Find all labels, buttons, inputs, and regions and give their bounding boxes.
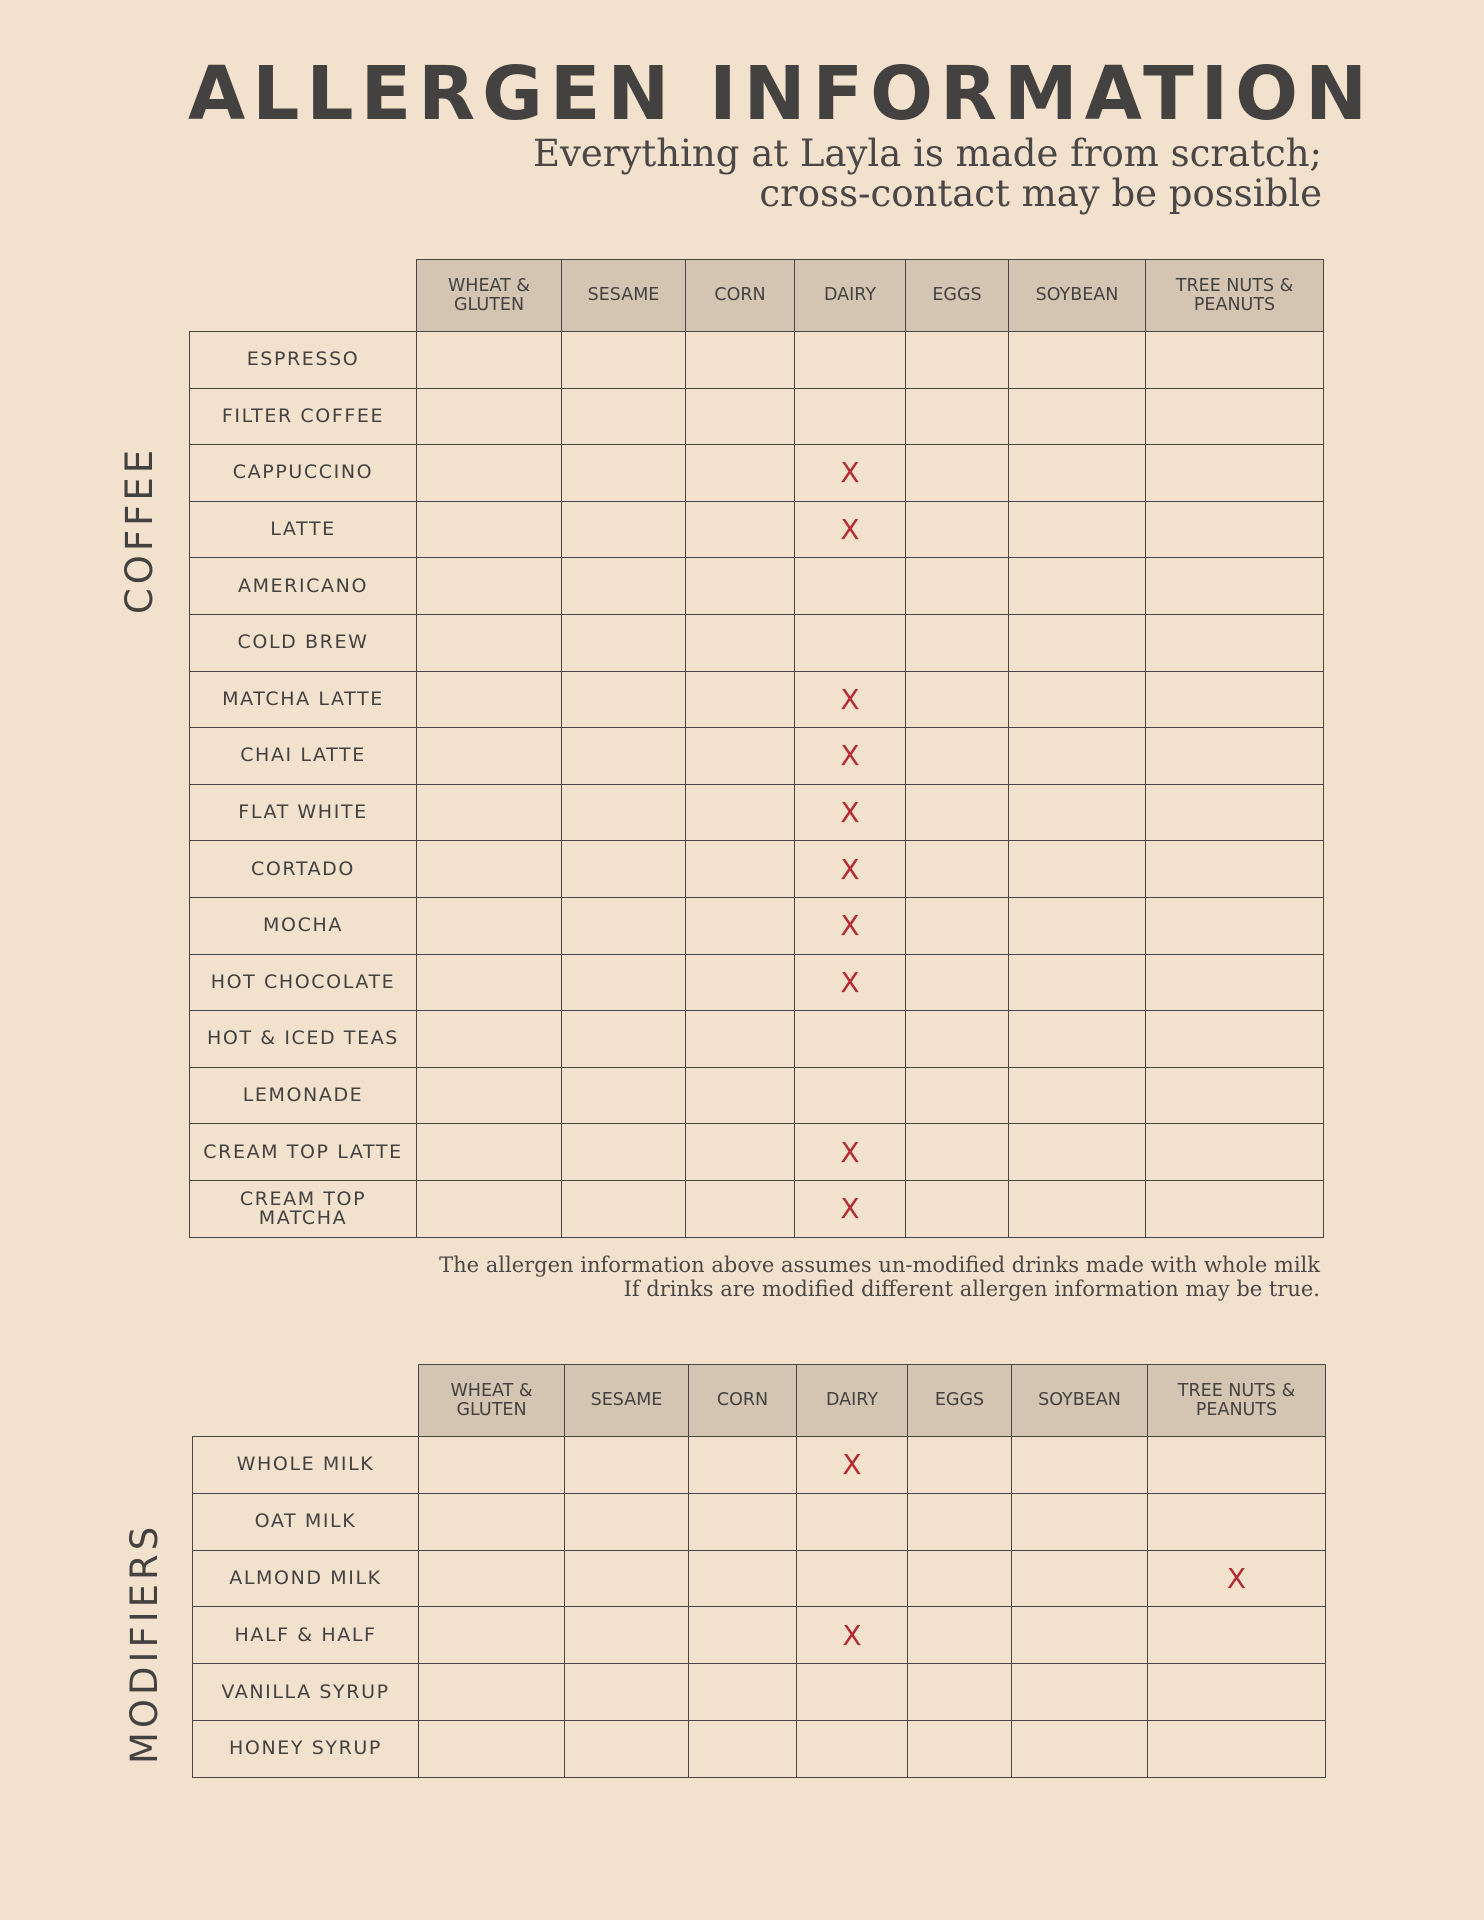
subtitle-line-2: cross-contact may be possible bbox=[759, 172, 1322, 215]
allergen-cell bbox=[417, 1124, 562, 1181]
allergen-cell bbox=[1009, 728, 1146, 785]
modification-note bbox=[220, 1253, 1320, 1301]
allergen-cell bbox=[689, 1664, 797, 1721]
allergen-cell bbox=[417, 388, 562, 445]
row-label-cream-top-latte: CREAM TOP LATTE bbox=[190, 1124, 417, 1181]
allergen-cell bbox=[417, 728, 562, 785]
row-label-matcha-latte: MATCHA LATTE bbox=[190, 671, 417, 728]
row-label-filter-coffee: FILTER COFFEE bbox=[190, 388, 417, 445]
allergen-cell bbox=[686, 1124, 795, 1181]
allergen-cell bbox=[417, 954, 562, 1011]
allergen-cell bbox=[686, 671, 795, 728]
column-header-wheat-and-gluten: WHEAT & GLUTEN bbox=[417, 260, 562, 332]
allergen-cell bbox=[562, 501, 686, 558]
allergen-cell bbox=[1012, 1607, 1148, 1664]
column-header-eggs: EGGS bbox=[908, 1365, 1012, 1437]
allergen-cell bbox=[686, 1067, 795, 1124]
allergen-cell bbox=[562, 1180, 686, 1237]
column-header-eggs: EGGS bbox=[906, 260, 1009, 332]
allergen-cell bbox=[417, 1011, 562, 1068]
allergen-cell bbox=[419, 1437, 565, 1494]
allergen-cell bbox=[417, 897, 562, 954]
allergen-mark: X bbox=[795, 1180, 906, 1237]
allergen-mark: X bbox=[795, 954, 906, 1011]
table-row bbox=[190, 445, 1324, 502]
allergen-cell bbox=[795, 1011, 906, 1068]
allergen-cell bbox=[906, 332, 1009, 389]
allergen-cell bbox=[1146, 671, 1324, 728]
allergen-cell bbox=[906, 1067, 1009, 1124]
allergen-cell bbox=[906, 841, 1009, 898]
allergen-cell bbox=[1009, 558, 1146, 615]
table-row bbox=[190, 1011, 1324, 1068]
column-header-dairy: DAIRY bbox=[795, 260, 906, 332]
allergen-cell bbox=[689, 1607, 797, 1664]
allergen-cell bbox=[1012, 1493, 1148, 1550]
allergen-cell bbox=[689, 1720, 797, 1777]
allergen-cell bbox=[419, 1550, 565, 1607]
subtitle-line-1: Everything at Layla is made from scratch; bbox=[533, 132, 1322, 175]
allergen-cell bbox=[562, 332, 686, 389]
allergen-cell bbox=[562, 671, 686, 728]
table-row bbox=[190, 784, 1324, 841]
allergen-cell bbox=[562, 728, 686, 785]
allergen-cell bbox=[689, 1493, 797, 1550]
table-row bbox=[190, 558, 1324, 615]
row-label-vanilla-syrup: VANILLA SYRUP bbox=[193, 1664, 419, 1721]
table-row bbox=[193, 1550, 1326, 1607]
allergen-cell bbox=[906, 445, 1009, 502]
allergen-cell bbox=[417, 1180, 562, 1237]
row-label-chai-latte: CHAI LATTE bbox=[190, 728, 417, 785]
allergen-cell bbox=[1009, 614, 1146, 671]
table-row bbox=[190, 671, 1324, 728]
allergen-cell bbox=[686, 954, 795, 1011]
allergen-cell bbox=[1009, 1180, 1146, 1237]
header-corner bbox=[190, 260, 417, 332]
allergen-mark: X bbox=[795, 671, 906, 728]
allergen-cell bbox=[1009, 445, 1146, 502]
allergen-cell bbox=[908, 1550, 1012, 1607]
allergen-cell bbox=[417, 841, 562, 898]
table-row bbox=[190, 841, 1324, 898]
allergen-cell bbox=[1009, 841, 1146, 898]
allergen-cell bbox=[1012, 1437, 1148, 1494]
row-label-oat-milk: OAT MILK bbox=[193, 1493, 419, 1550]
row-label-cortado: CORTADO bbox=[190, 841, 417, 898]
table-row bbox=[193, 1720, 1326, 1777]
allergen-cell bbox=[1146, 1124, 1324, 1181]
allergen-cell bbox=[565, 1607, 689, 1664]
column-header-tree-nuts-and-peanuts: TREE NUTS & PEANUTS bbox=[1146, 260, 1324, 332]
modifiers-allergen-table bbox=[192, 1364, 1326, 1778]
allergen-cell bbox=[562, 841, 686, 898]
allergen-cell bbox=[1146, 841, 1324, 898]
modifiers-section-label: MODIFIERS bbox=[123, 1522, 166, 1764]
column-header-soybean: SOYBEAN bbox=[1012, 1365, 1148, 1437]
allergen-cell bbox=[1148, 1437, 1326, 1494]
table-row bbox=[190, 728, 1324, 785]
row-label-americano: AMERICANO bbox=[190, 558, 417, 615]
allergen-cell bbox=[417, 445, 562, 502]
allergen-cell bbox=[1009, 1067, 1146, 1124]
allergen-mark: X bbox=[797, 1437, 908, 1494]
allergen-cell bbox=[795, 388, 906, 445]
row-label-honey-syrup: HONEY SYRUP bbox=[193, 1720, 419, 1777]
allergen-cell bbox=[906, 1011, 1009, 1068]
allergen-mark: X bbox=[795, 784, 906, 841]
allergen-cell bbox=[686, 1011, 795, 1068]
allergen-cell bbox=[417, 614, 562, 671]
allergen-cell bbox=[908, 1437, 1012, 1494]
allergen-cell bbox=[908, 1720, 1012, 1777]
allergen-cell bbox=[686, 1180, 795, 1237]
allergen-cell bbox=[906, 954, 1009, 1011]
allergen-cell bbox=[417, 332, 562, 389]
row-label-cold-brew: COLD BREW bbox=[190, 614, 417, 671]
allergen-cell bbox=[1146, 445, 1324, 502]
allergen-cell bbox=[1012, 1664, 1148, 1721]
row-label-cappuccino: CAPPUCCINO bbox=[190, 445, 417, 502]
allergen-cell bbox=[1146, 501, 1324, 558]
allergen-cell bbox=[1009, 897, 1146, 954]
allergen-mark: X bbox=[795, 445, 906, 502]
allergen-cell bbox=[562, 954, 686, 1011]
allergen-mark: X bbox=[1148, 1550, 1326, 1607]
allergen-cell bbox=[795, 558, 906, 615]
allergen-mark: X bbox=[795, 501, 906, 558]
allergen-cell bbox=[1009, 1124, 1146, 1181]
allergen-cell bbox=[419, 1720, 565, 1777]
coffee-allergen-table bbox=[189, 259, 1324, 1238]
table-row bbox=[193, 1437, 1326, 1494]
allergen-cell bbox=[1148, 1664, 1326, 1721]
allergen-cell bbox=[686, 728, 795, 785]
allergen-cell bbox=[419, 1607, 565, 1664]
column-header-sesame: SESAME bbox=[565, 1365, 689, 1437]
allergen-cell bbox=[1146, 1011, 1324, 1068]
column-header-wheat-and-gluten: WHEAT & GLUTEN bbox=[419, 1365, 565, 1437]
allergen-cell bbox=[1148, 1607, 1326, 1664]
table-row bbox=[193, 1607, 1326, 1664]
table-row bbox=[190, 501, 1324, 558]
allergen-cell bbox=[419, 1493, 565, 1550]
row-label-flat-white: FLAT WHITE bbox=[190, 784, 417, 841]
allergen-cell bbox=[908, 1664, 1012, 1721]
allergen-cell bbox=[1009, 1011, 1146, 1068]
allergen-cell bbox=[1012, 1550, 1148, 1607]
allergen-cell bbox=[906, 671, 1009, 728]
allergen-cell bbox=[906, 388, 1009, 445]
row-label-cream-top-matcha: CREAM TOP MATCHA bbox=[190, 1180, 417, 1237]
coffee-section-label: COFFEE bbox=[118, 445, 161, 615]
allergen-cell bbox=[686, 841, 795, 898]
row-label-lemonade: LEMONADE bbox=[190, 1067, 417, 1124]
allergen-cell bbox=[1146, 388, 1324, 445]
row-label-latte: LATTE bbox=[190, 501, 417, 558]
table-row bbox=[190, 332, 1324, 389]
allergen-cell bbox=[686, 445, 795, 502]
allergen-cell bbox=[797, 1550, 908, 1607]
allergen-cell bbox=[686, 332, 795, 389]
allergen-cell bbox=[1146, 897, 1324, 954]
allergen-cell bbox=[906, 897, 1009, 954]
allergen-cell bbox=[906, 614, 1009, 671]
row-label-mocha: MOCHA bbox=[190, 897, 417, 954]
column-header-soybean: SOYBEAN bbox=[1009, 260, 1146, 332]
allergen-cell bbox=[686, 897, 795, 954]
allergen-cell bbox=[1146, 1180, 1324, 1237]
allergen-mark: X bbox=[797, 1607, 908, 1664]
allergen-cell bbox=[1146, 1067, 1324, 1124]
note-line-2: If drinks are modified different allergen information may be true. bbox=[623, 1277, 1320, 1301]
allergen-cell bbox=[1009, 501, 1146, 558]
allergen-cell bbox=[417, 558, 562, 615]
allergen-cell bbox=[795, 1067, 906, 1124]
allergen-cell bbox=[797, 1493, 908, 1550]
allergen-cell bbox=[1146, 784, 1324, 841]
allergen-mark: X bbox=[795, 1124, 906, 1181]
row-label-whole-milk: WHOLE MILK bbox=[193, 1437, 419, 1494]
allergen-cell bbox=[417, 1067, 562, 1124]
allergen-cell bbox=[686, 501, 795, 558]
table-row bbox=[190, 954, 1324, 1011]
allergen-cell bbox=[906, 784, 1009, 841]
allergen-cell bbox=[1146, 332, 1324, 389]
allergen-cell bbox=[1146, 558, 1324, 615]
allergen-cell bbox=[417, 501, 562, 558]
allergen-cell bbox=[1009, 388, 1146, 445]
table-row bbox=[190, 388, 1324, 445]
allergen-cell bbox=[1009, 671, 1146, 728]
allergen-cell bbox=[689, 1437, 797, 1494]
table-row bbox=[190, 1180, 1324, 1237]
allergen-cell bbox=[686, 784, 795, 841]
allergen-cell bbox=[565, 1437, 689, 1494]
allergen-cell bbox=[419, 1664, 565, 1721]
allergen-cell bbox=[908, 1607, 1012, 1664]
allergen-cell bbox=[565, 1493, 689, 1550]
subtitle bbox=[422, 134, 1322, 214]
allergen-mark: X bbox=[795, 841, 906, 898]
allergen-cell bbox=[417, 784, 562, 841]
coffee-table-header bbox=[190, 260, 1324, 332]
header-row bbox=[190, 260, 1324, 332]
allergen-cell bbox=[1009, 784, 1146, 841]
row-label-half-and-half: HALF & HALF bbox=[193, 1607, 419, 1664]
row-label-espresso: ESPRESSO bbox=[190, 332, 417, 389]
allergen-cell bbox=[417, 671, 562, 728]
column-header-dairy: DAIRY bbox=[797, 1365, 908, 1437]
allergen-cell bbox=[795, 332, 906, 389]
allergen-cell bbox=[562, 1124, 686, 1181]
allergen-cell bbox=[1009, 954, 1146, 1011]
modifiers-table-header bbox=[193, 1365, 1326, 1437]
allergen-cell bbox=[689, 1550, 797, 1607]
allergen-cell bbox=[562, 784, 686, 841]
allergen-cell bbox=[562, 1011, 686, 1068]
allergen-cell bbox=[686, 558, 795, 615]
allergen-cell bbox=[565, 1720, 689, 1777]
allergen-cell bbox=[686, 614, 795, 671]
allergen-cell bbox=[562, 445, 686, 502]
column-header-tree-nuts-and-peanuts: TREE NUTS & PEANUTS bbox=[1148, 1365, 1326, 1437]
table-row bbox=[190, 1124, 1324, 1181]
allergen-cell bbox=[797, 1720, 908, 1777]
allergen-cell bbox=[562, 614, 686, 671]
header-row bbox=[193, 1365, 1326, 1437]
table-row bbox=[193, 1493, 1326, 1550]
row-label-almond-milk: ALMOND MILK bbox=[193, 1550, 419, 1607]
table-row bbox=[193, 1664, 1326, 1721]
note-line-1: The allergen information above assumes un-modified drinks made with whole milk bbox=[439, 1253, 1320, 1277]
column-header-corn: CORN bbox=[686, 260, 795, 332]
allergen-cell bbox=[906, 558, 1009, 615]
table-row bbox=[190, 614, 1324, 671]
allergen-cell bbox=[562, 388, 686, 445]
allergen-cell bbox=[908, 1493, 1012, 1550]
modifiers-table-body bbox=[193, 1437, 1326, 1778]
allergen-cell bbox=[565, 1664, 689, 1721]
allergen-mark: X bbox=[795, 897, 906, 954]
allergen-mark: X bbox=[795, 728, 906, 785]
allergen-cell bbox=[1146, 614, 1324, 671]
column-header-sesame: SESAME bbox=[562, 260, 686, 332]
column-header-corn: CORN bbox=[689, 1365, 797, 1437]
allergen-cell bbox=[565, 1550, 689, 1607]
allergen-cell bbox=[562, 1067, 686, 1124]
coffee-table-body bbox=[190, 332, 1324, 1238]
table-row bbox=[190, 1067, 1324, 1124]
allergen-cell bbox=[906, 501, 1009, 558]
allergen-cell bbox=[1146, 954, 1324, 1011]
allergen-cell bbox=[906, 728, 1009, 785]
allergen-cell bbox=[797, 1664, 908, 1721]
allergen-cell bbox=[1148, 1720, 1326, 1777]
header-corner bbox=[193, 1365, 419, 1437]
allergen-cell bbox=[906, 1180, 1009, 1237]
allergen-cell bbox=[1148, 1493, 1326, 1550]
allergen-cell bbox=[906, 1124, 1009, 1181]
allergen-cell bbox=[686, 388, 795, 445]
row-label-hot-and-iced-teas: HOT & ICED TEAS bbox=[190, 1011, 417, 1068]
allergen-cell bbox=[562, 897, 686, 954]
table-row bbox=[190, 897, 1324, 954]
row-label-hot-chocolate: HOT CHOCOLATE bbox=[190, 954, 417, 1011]
allergen-cell bbox=[795, 614, 906, 671]
allergen-cell bbox=[1012, 1720, 1148, 1777]
allergen-cell bbox=[1146, 728, 1324, 785]
allergen-cell bbox=[1009, 332, 1146, 389]
page-title: ALLERGEN INFORMATION bbox=[188, 51, 1375, 137]
allergen-cell bbox=[562, 558, 686, 615]
